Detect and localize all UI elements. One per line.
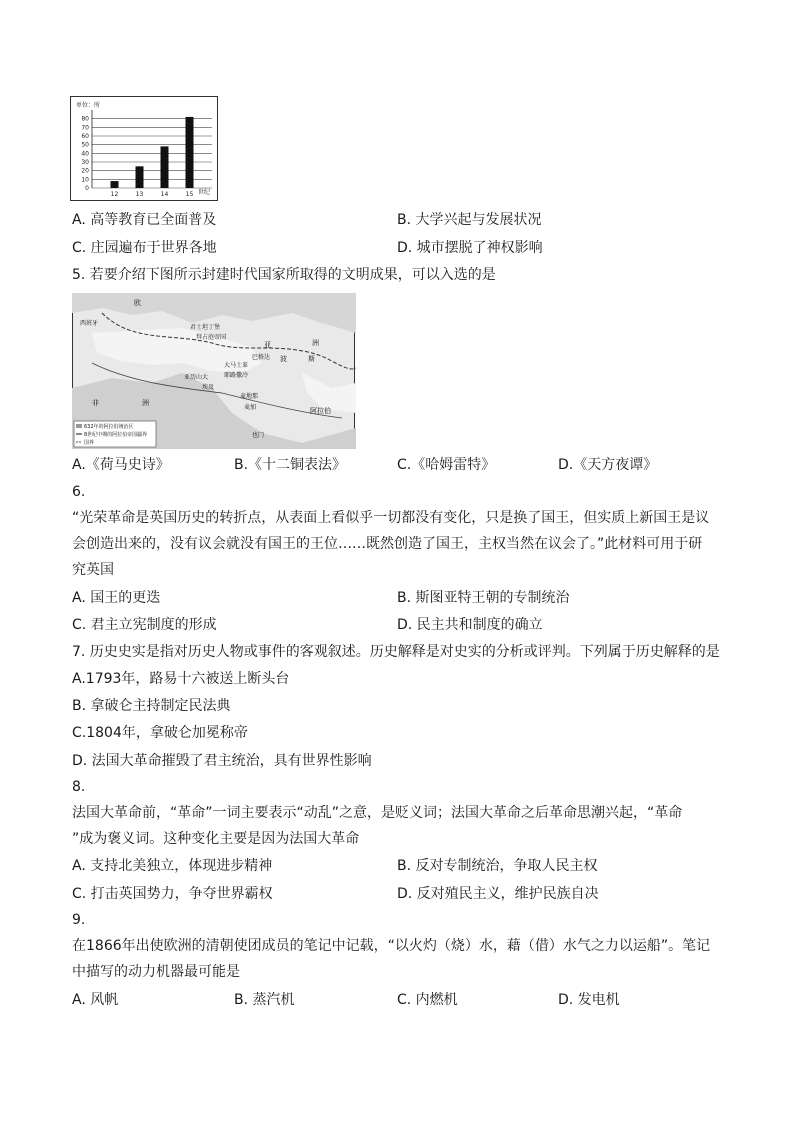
map-label-spain: 西班牙	[80, 320, 99, 327]
chart-ytick-label: 0	[85, 185, 89, 192]
q9-option-b[interactable]: B. 蒸汽机	[234, 992, 295, 1008]
q7-option-a[interactable]: A.1793年，路易十六被送上断头台	[72, 671, 290, 687]
map-label-asia-2: 洲	[312, 339, 319, 347]
chart-ytick-label: 50	[81, 141, 89, 149]
q4-bar-chart	[70, 96, 220, 202]
map-label-damascus: 大马士革	[224, 362, 249, 369]
map-label-constantinople: 君士坦丁堡	[190, 324, 221, 331]
map-label-africa-1: 非	[92, 399, 99, 407]
map-label-mecca: 麦加	[244, 404, 257, 411]
map-label-europe: 欧	[134, 299, 141, 307]
chart-xlabel: 世纪	[198, 189, 211, 196]
legend-label-2: 8世纪中期的阿拉伯帝国疆界	[84, 432, 148, 438]
chart-xtick-label: 15	[185, 191, 194, 198]
q6-option-c[interactable]: C. 君主立宪制度的形成	[72, 617, 217, 633]
q8-text-line-2: ”成为褒义词。这种变化主要是因为法国大革命	[72, 831, 360, 847]
chart-bar-14	[161, 146, 169, 188]
legend-label-1: 632年的阿拉伯统治区	[84, 424, 134, 430]
map-label-persia-1: 波	[280, 355, 287, 363]
q8-option-d[interactable]: D. 反对殖民主义，维护民族自决	[397, 886, 599, 902]
map-label-africa-2: 洲	[142, 399, 149, 407]
q5-option-a[interactable]: A.《荷马史诗》	[72, 457, 170, 473]
q8-text-line-1: 法国大革命前，“革命”一词主要表示“动乱”之意，是贬义词；法国大革命之后革命思潮兴起，“革命	[72, 805, 683, 821]
q7-stem: 7. 历史史实是指对历史人物或事件的客观叙述。历史解释是对史实的分析或评判。下列属于历史解释的是	[72, 644, 720, 660]
chart-ylabel: 单位：所	[76, 102, 101, 109]
q6-number: 6.	[72, 484, 86, 500]
chart-ytick-label: 10	[81, 176, 89, 184]
chart-frame	[71, 97, 218, 201]
q9-text-line-1: 在1866年出使欧洲的清朝使团成员的笔记中记载，“以火灼（烧）水，藉（借）水气之力以运船”。笔记	[72, 938, 711, 954]
map-label-medina: 麦地那	[240, 393, 259, 400]
q8-option-a[interactable]: A. 支持北美独立，体现进步精神	[72, 858, 273, 874]
q6-text-line-3: 究英国	[72, 562, 114, 578]
q9-number: 9.	[72, 912, 86, 928]
q4-option-a[interactable]: A. 高等教育已全面普及	[72, 212, 217, 228]
q5-option-d[interactable]: D.《天方夜谭》	[558, 457, 658, 473]
map-label-egypt: 埃及	[202, 384, 215, 391]
map-label-alexandria: 亚历山大	[184, 374, 209, 381]
map-label-jerusalem: 耶路撒冷	[224, 372, 249, 379]
q4-option-c[interactable]: C. 庄园遍布于世界各地	[72, 240, 217, 256]
chart-ytick-label: 80	[81, 115, 89, 123]
q7-option-d[interactable]: D. 法国大革命摧毁了君主统治，具有世界性影响	[72, 753, 372, 769]
q7-option-b[interactable]: B. 拿破仑主持制定民法典	[72, 698, 231, 714]
map-label-byzantine: 拜占庭帝国	[196, 334, 227, 341]
chart-ytick-label: 70	[81, 124, 89, 132]
chart-xtick-label: 13	[135, 191, 144, 198]
q4-option-d[interactable]: D. 城市摆脱了神权影响	[397, 240, 543, 256]
legend-swatch-1	[76, 424, 82, 428]
arab-empire-map	[72, 293, 356, 449]
q6-text-line-1: “光荣革命是英国历史的转折点，从表面上看似乎一切都没有变化，只是换了国王，但实质上新国王是议	[72, 510, 710, 526]
q4-option-b[interactable]: B. 大学兴起与发展状况	[397, 212, 542, 228]
chart-ytick-label: 40	[81, 150, 89, 158]
map-label-persia-2: 斯	[308, 355, 315, 363]
map-label-baghdad: 巴格达	[252, 354, 271, 361]
q9-option-c[interactable]: C. 内燃机	[397, 992, 458, 1008]
chart-ytick-label: 20	[81, 167, 89, 175]
chart-bar-12	[111, 181, 119, 188]
q9-text-line-2: 中描写的动力机器最可能是	[72, 964, 240, 980]
q5-stem: 5. 若要介绍下图所示封建时代国家所取得的文明成果，可以入选的是	[72, 267, 496, 283]
chart-ytick-label: 60	[81, 133, 89, 140]
legend-label-3: 国界	[84, 440, 95, 446]
chart-ytick-label: 30	[81, 159, 89, 166]
q5-option-c[interactable]: C.《哈姆雷特》	[397, 457, 496, 473]
chart-xtick-label: 14	[160, 191, 169, 198]
q6-option-a[interactable]: A. 国王的更迭	[72, 590, 161, 606]
q5-option-b[interactable]: B.《十二铜表法》	[234, 457, 347, 473]
chart-bar-15	[186, 117, 194, 188]
q7-option-c[interactable]: C.1804年，拿破仑加冕称帝	[72, 725, 248, 741]
q8-option-b[interactable]: B. 反对专制统治，争取人民主权	[397, 858, 598, 874]
q5-map	[72, 293, 356, 449]
q8-option-c[interactable]: C. 打击英国势力，争夺世界霸权	[72, 886, 273, 902]
q6-option-d[interactable]: D. 民主共和制度的确立	[397, 617, 543, 633]
q4-bar-chart-svg	[70, 96, 220, 202]
map-label-yemen: 也门	[252, 432, 265, 439]
q6-text-line-2: 会创造出来的，没有议会就没有国王的王位……既然创造了国王，主权当然在议会了。”此材料可用于研	[72, 536, 703, 552]
map-label-asia-1: 亚	[264, 341, 271, 349]
q9-option-a[interactable]: A. 风帆	[72, 992, 119, 1008]
q8-number: 8.	[72, 779, 86, 795]
map-label-arabia: 阿拉伯	[310, 407, 331, 415]
chart-bar-13	[136, 166, 144, 188]
q9-option-d[interactable]: D. 发电机	[558, 992, 620, 1008]
chart-xtick-label: 12	[110, 191, 119, 198]
q6-option-b[interactable]: B. 斯图亚特王朝的专制统治	[397, 590, 570, 606]
